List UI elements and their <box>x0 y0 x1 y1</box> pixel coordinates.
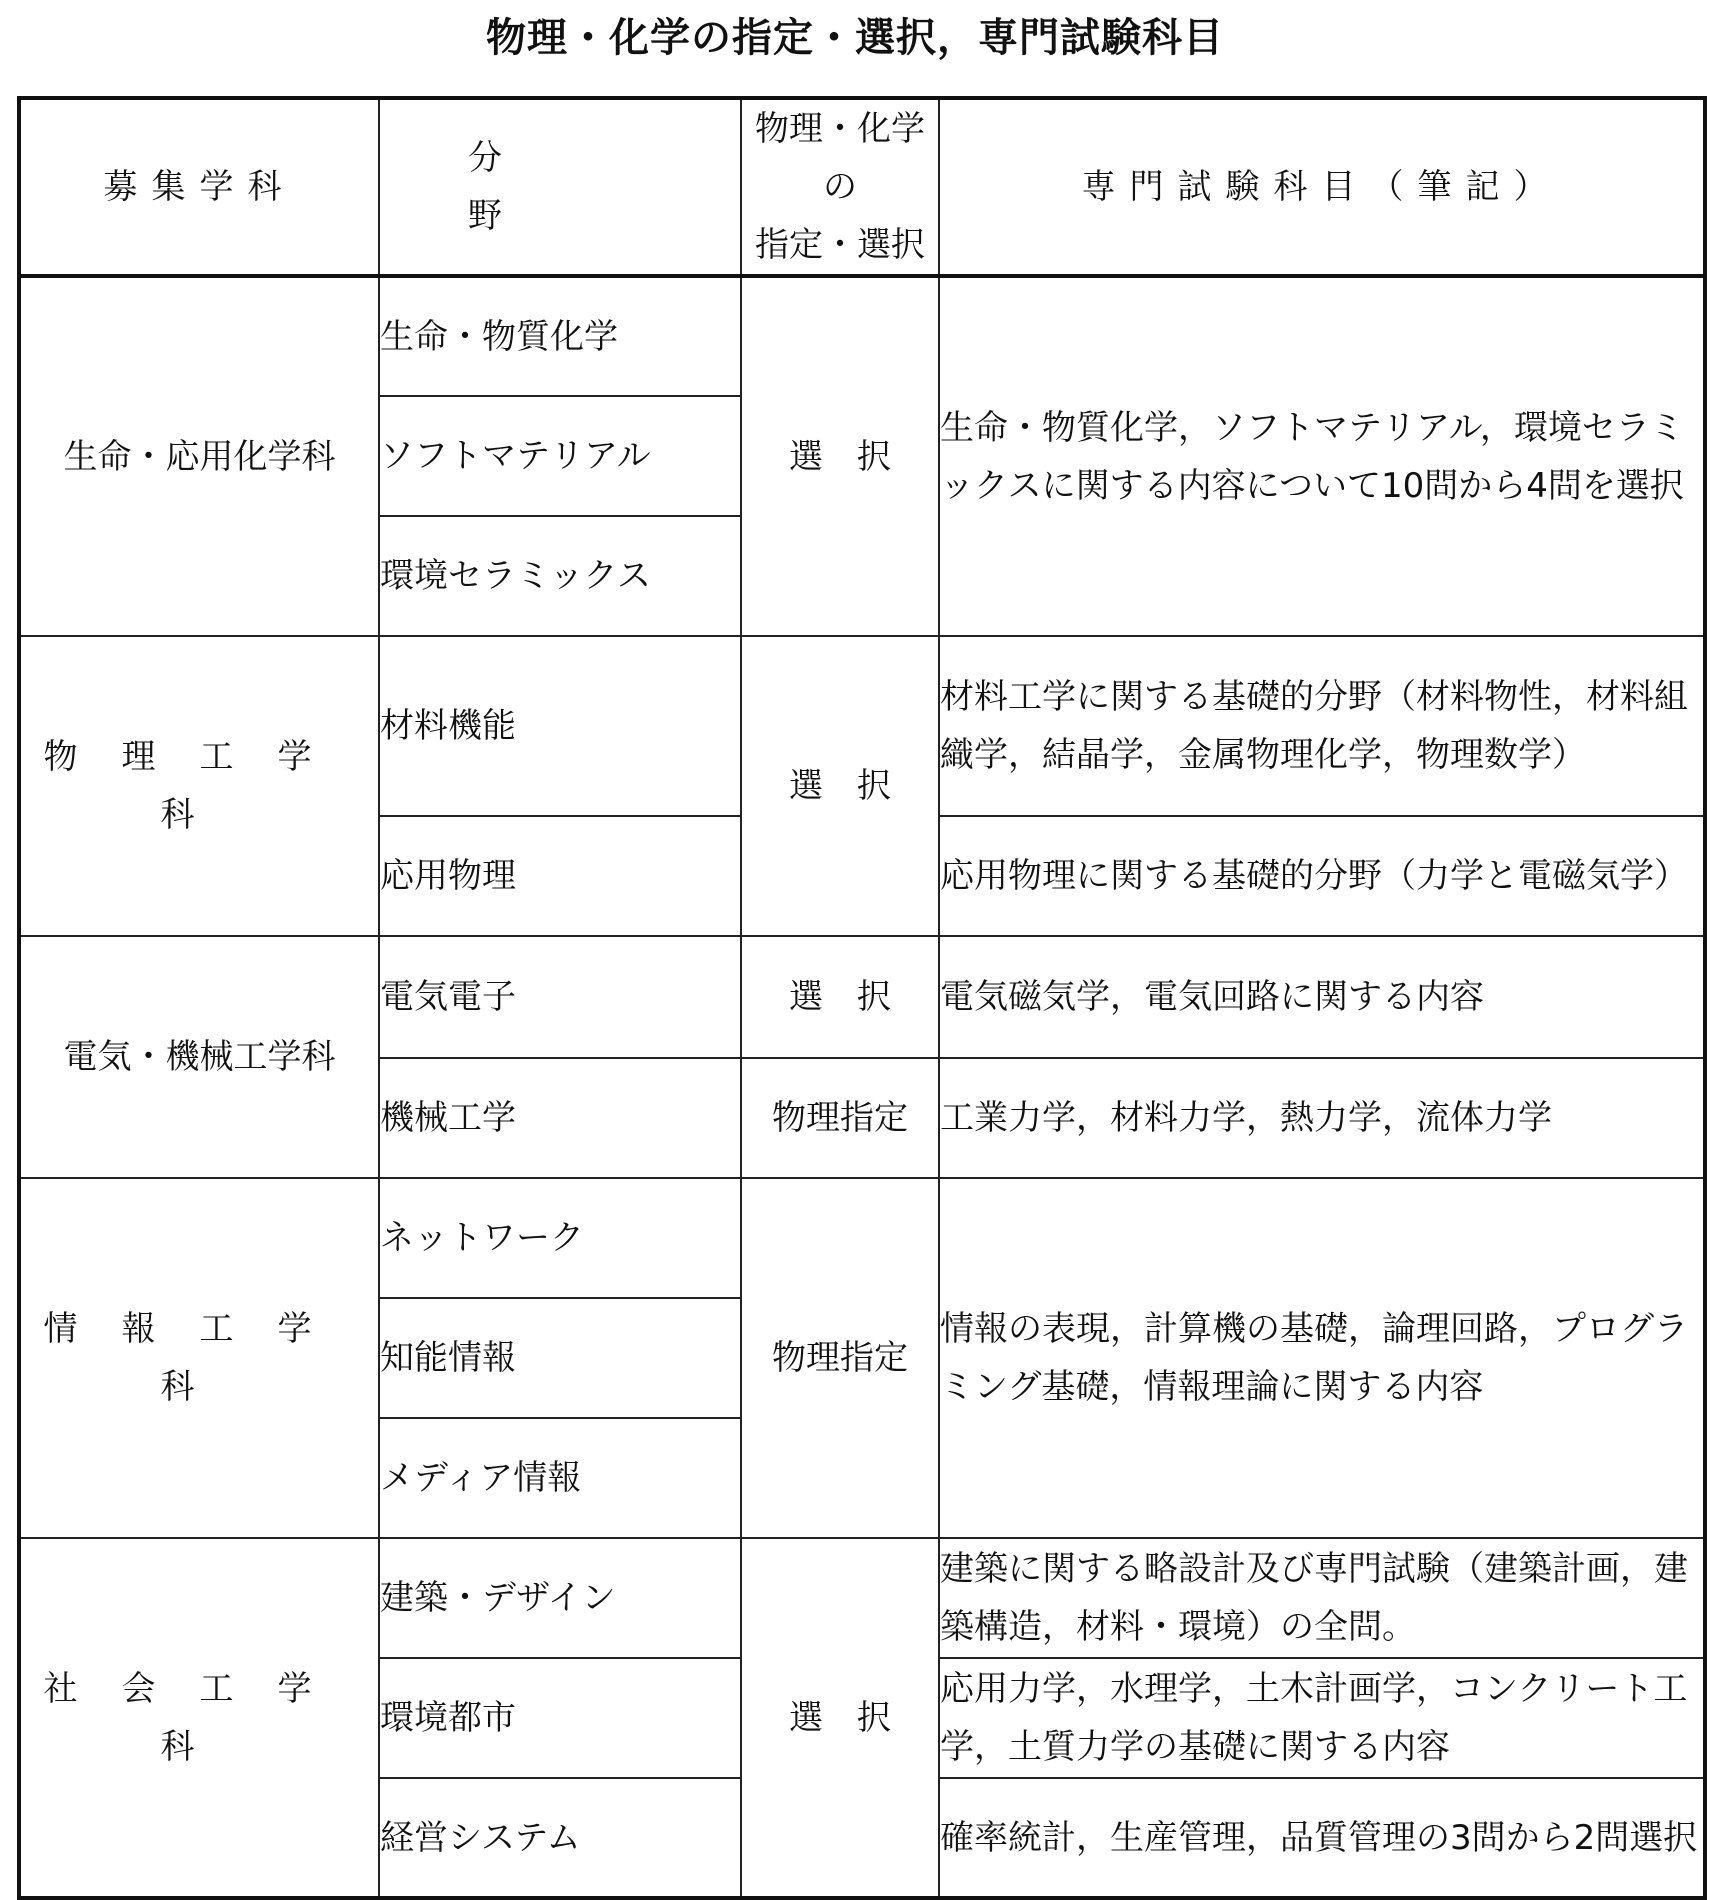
table-row <box>19 1538 1705 1658</box>
header-spec <box>741 98 939 276</box>
dept-cell <box>19 936 379 1178</box>
table-row <box>19 276 1705 396</box>
spec-cell <box>741 1538 939 1898</box>
dept-label: 情報工学科 <box>43 1309 356 1407</box>
subjects-cell: 電気磁気学，電気回路に関する内容 <box>939 936 1705 1058</box>
field-cell: 応用物理 <box>379 816 741 936</box>
field-cell: 経営システム <box>379 1778 741 1898</box>
header-row <box>19 98 1705 276</box>
dept-cell <box>19 1538 379 1898</box>
field-cell: ソフトマテリアル <box>379 396 741 516</box>
dept-label: 社会工学科 <box>43 1668 356 1767</box>
spec-cell <box>741 276 939 636</box>
spec-cell: 選 択 <box>741 936 939 1058</box>
spec-cell: 物理指定 <box>741 1058 939 1178</box>
subjects-cell: 情報の表現，計算機の基礎，論理回路，プログラミング基礎，情報理論に関する内容 <box>939 1178 1705 1538</box>
subjects-cell: 生命・物質化学，ソフトマテリアル，環境セラミックスに関する内容について10問から4問を選択 <box>939 276 1705 636</box>
exam-subjects-table <box>17 96 1707 1900</box>
dept-cell <box>19 1178 379 1538</box>
header-subjects-label: 専門試験科目（筆記） <box>1081 167 1562 207</box>
spec-cell <box>741 636 939 936</box>
table-row <box>19 636 1705 816</box>
field-cell: 電気電子 <box>379 936 741 1058</box>
field-cell: ネットワーク <box>379 1178 741 1298</box>
subjects-cell: 材料工学に関する基礎的分野（材料物性，材料組織学，結晶学，金属物理化学，物理数学） <box>939 636 1705 816</box>
header-dept-label: 募集学科 <box>103 167 296 207</box>
field-cell: 生命・物質化学 <box>379 276 741 396</box>
header-spec-line3: 指定・選択 <box>755 225 925 265</box>
header-field <box>379 98 741 276</box>
field-cell: 建築・デザイン <box>379 1538 741 1658</box>
header-spec-line2: の <box>823 167 857 207</box>
dept-label: 生命・応用化学科 <box>63 436 336 477</box>
field-cell: 材料機能 <box>379 636 741 816</box>
subjects-cell: 確率統計，生産管理，品質管理の3問から2問選択 <box>939 1778 1705 1898</box>
field-cell: メディア情報 <box>379 1418 741 1538</box>
header-spec-line1: 物理・化学 <box>755 109 925 149</box>
subjects-cell: 建築に関する略設計及び専門試験（建築計画，建築構造，材料・環境）の全問。 <box>939 1538 1705 1658</box>
field-cell: 環境都市 <box>379 1658 741 1778</box>
header-subjects <box>939 98 1705 276</box>
field-cell: 環境セラミックス <box>379 516 741 636</box>
spec-cell: 物理指定 <box>741 1178 939 1538</box>
field-cell: 機械工学 <box>379 1058 741 1178</box>
dept-label: 物理工学科 <box>43 737 356 835</box>
spec-label: 選 択 <box>789 1697 891 1738</box>
dept-cell <box>19 636 379 936</box>
header-dept <box>19 98 379 276</box>
dept-label: 電気・機械工学科 <box>63 1037 336 1077</box>
table-row <box>19 1178 1705 1298</box>
page-title: 物理・化学の指定・選択，専門試験科目 <box>486 15 1224 61</box>
header-field-label: 分野 <box>468 138 652 236</box>
spec-label: 選 択 <box>789 436 891 477</box>
dept-cell <box>19 276 379 636</box>
spec-label: 選 択 <box>789 766 891 806</box>
field-cell: 知能情報 <box>379 1298 741 1418</box>
subjects-cell: 応用力学，水理学，土木計画学，コンクリート工学，土質力学の基礎に関する内容 <box>939 1658 1705 1778</box>
table-row <box>19 936 1705 1058</box>
subjects-cell: 工業力学，材料力学，熱力学，流体力学 <box>939 1058 1705 1178</box>
subjects-cell: 応用物理に関する基礎的分野（力学と電磁気学） <box>939 816 1705 936</box>
